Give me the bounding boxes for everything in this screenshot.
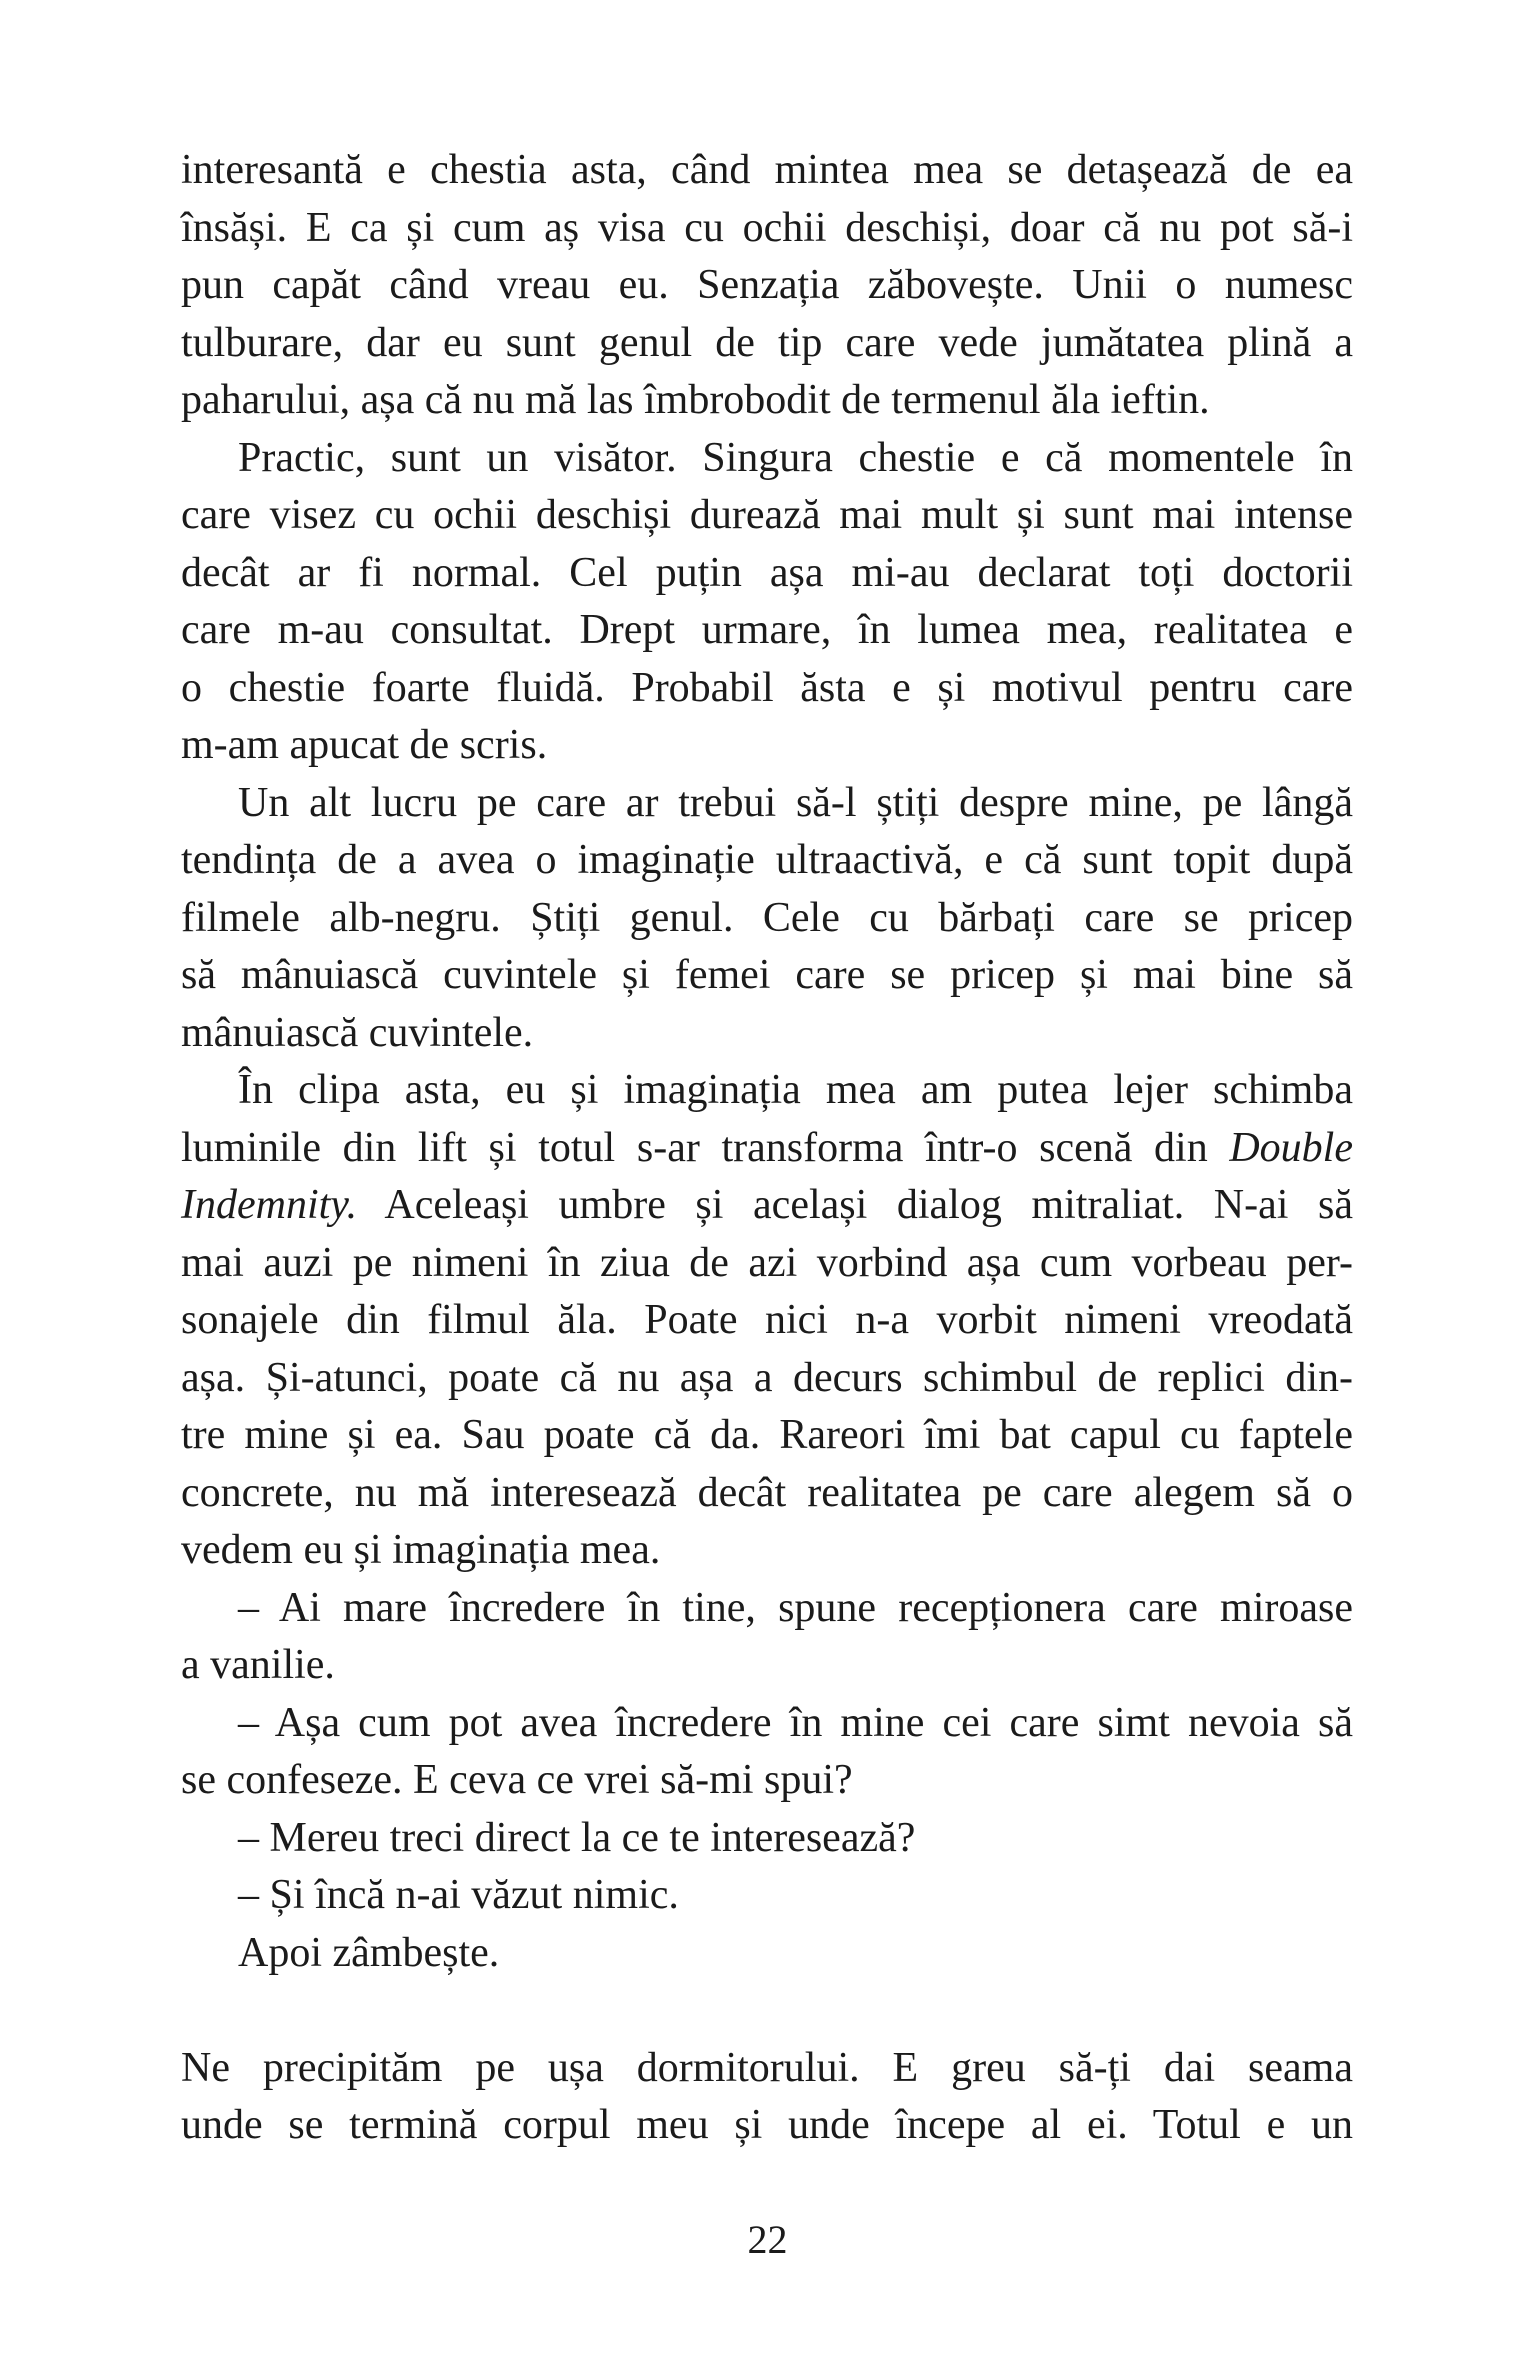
- text-line: [181, 1810, 1353, 1868]
- text-line: [181, 890, 1353, 948]
- text-segment: În clipa asta, eu și imaginația mea am putea lejer schimba: [238, 1067, 1353, 1113]
- text-segment: o chestie foarte fluidă. Probabil ăsta e și motivul pentru care: [181, 664, 1353, 711]
- text-segment: – Ai mare încredere în tine, spune recepționera care miroase: [238, 1584, 1353, 1631]
- text-segment: unde se termină corpul meu și unde începe al ei. Totul e un: [181, 2102, 1353, 2148]
- text-segment: mânuiască cuvintele.: [181, 1009, 534, 1056]
- text-line: [181, 717, 1353, 775]
- text-segment: decât ar fi normal. Cel puțin așa mi-au declarat toți doctorii: [181, 549, 1353, 596]
- text-line: [181, 1177, 1353, 1235]
- text-line: [181, 545, 1353, 603]
- text-segment: sonajele din filmul ăla. Poate nici n-a vorbit nimeni vreodată: [181, 1297, 1353, 1343]
- text-line: [181, 1925, 1353, 1983]
- text-line: [181, 1120, 1353, 1178]
- text-line: [181, 660, 1353, 718]
- text-segment: interesantă e chestia asta, când mintea mea se detașează de ea: [181, 147, 1353, 193]
- text-segment: a vanilie.: [181, 1642, 335, 1688]
- text-segment: așa. Și-atunci, poate că nu așa a decurs schimbul de replici din-: [181, 1354, 1353, 1401]
- text-segment: Ne precipităm pe ușa dormitorului. E greu să-ți dai seama: [181, 2044, 1353, 2091]
- text-line: [181, 430, 1353, 488]
- text-line: [181, 315, 1353, 373]
- text-line: [181, 1522, 1353, 1580]
- text-segment: tendința de a avea o imaginație ultraactivă, e că sunt topit după: [181, 837, 1353, 883]
- text-line: [181, 1867, 1353, 1925]
- text-line: [181, 257, 1353, 315]
- text-segment: concrete, nu mă interesează decât realitatea pe care alegem să o: [181, 1469, 1353, 1516]
- text-segment: paharului, așa că nu mă las îmbrobodit de termenul ăla ieftin.: [181, 377, 1210, 423]
- text-line: [181, 1580, 1353, 1638]
- text-segment: se confeseze. E ceva ce vrei să-mi spui?: [181, 1757, 853, 1803]
- text-line: [181, 200, 1353, 258]
- italic-text: Double: [1229, 1124, 1353, 1171]
- text-segment: tulburare, dar eu sunt genul de tip care vede jumătatea plină a: [181, 319, 1353, 366]
- text-line: [181, 1062, 1353, 1120]
- text-segment: Practic, sunt un visător. Singura chestie e că momentele în: [238, 434, 1353, 481]
- text-line: [181, 1465, 1353, 1523]
- text-line: [181, 1235, 1353, 1293]
- text-line: [181, 832, 1353, 890]
- text-line: [181, 1407, 1353, 1465]
- text-segment: să mânuiască cuvintele și femei care se pricep și mai bine să: [181, 952, 1353, 998]
- text-block: [181, 142, 1353, 2155]
- text-line: [181, 2097, 1353, 2155]
- text-segment: tre mine și ea. Sau poate că da. Rareori îmi bat capul cu faptele: [181, 1412, 1353, 1458]
- text-line: [181, 2040, 1353, 2098]
- text-segment: – Și încă n-ai văzut nimic.: [238, 1872, 679, 1918]
- text-line: [181, 1637, 1353, 1695]
- page-number: 22: [747, 2217, 788, 2262]
- text-segment: care m-au consultat. Drept urmare, în lumea mea, realitatea e: [181, 607, 1353, 653]
- text-line: [181, 1695, 1353, 1753]
- text-segment: luminile din lift și totul s-ar transforma într-o scenă din: [181, 1124, 1230, 1171]
- text-segment: însăși. E ca și cum aș visa cu ochii deschiși, doar că nu pot să-i: [181, 204, 1353, 251]
- text-segment: mai auzi pe nimeni în ziua de azi vorbind așa cum vorbeau per-: [181, 1239, 1353, 1286]
- text-segment: Aceleași umbre și același dialog mitraliat. N-ai să: [357, 1182, 1353, 1228]
- text-line: [181, 487, 1353, 545]
- text-line: [181, 142, 1353, 200]
- text-line: [181, 602, 1353, 660]
- text-line: [181, 947, 1353, 1005]
- text-line: [181, 1350, 1353, 1408]
- text-segment: Un alt lucru pe care ar trebui să-l știți despre mine, pe lângă: [238, 779, 1353, 826]
- text-segment: filmele alb-negru. Știți genul. Cele cu bărbați care se pricep: [181, 894, 1353, 941]
- text-segment: Apoi zâmbește.: [238, 1929, 500, 1976]
- text-segment: care visez cu ochii deschiși durează mai mult și sunt mai intense: [181, 492, 1353, 538]
- text-segment: pun capăt când vreau eu. Senzația zăbovește. Unii o numesc: [181, 262, 1353, 308]
- text-line: [181, 1752, 1353, 1810]
- text-segment: – Mereu treci direct la ce te interesează?: [238, 1814, 916, 1861]
- text-line: [181, 1005, 1353, 1063]
- text-segment: vedem eu și imaginația mea.: [181, 1527, 661, 1573]
- text-segment: – Așa cum pot avea încredere în mine cei care simt nevoia să: [238, 1699, 1353, 1746]
- italic-text: Indemnity.: [181, 1182, 358, 1228]
- text-segment: m-am apucat de scris.: [181, 722, 548, 768]
- text-line: [181, 372, 1353, 430]
- text-line: [181, 1292, 1353, 1350]
- text-line: [181, 775, 1353, 833]
